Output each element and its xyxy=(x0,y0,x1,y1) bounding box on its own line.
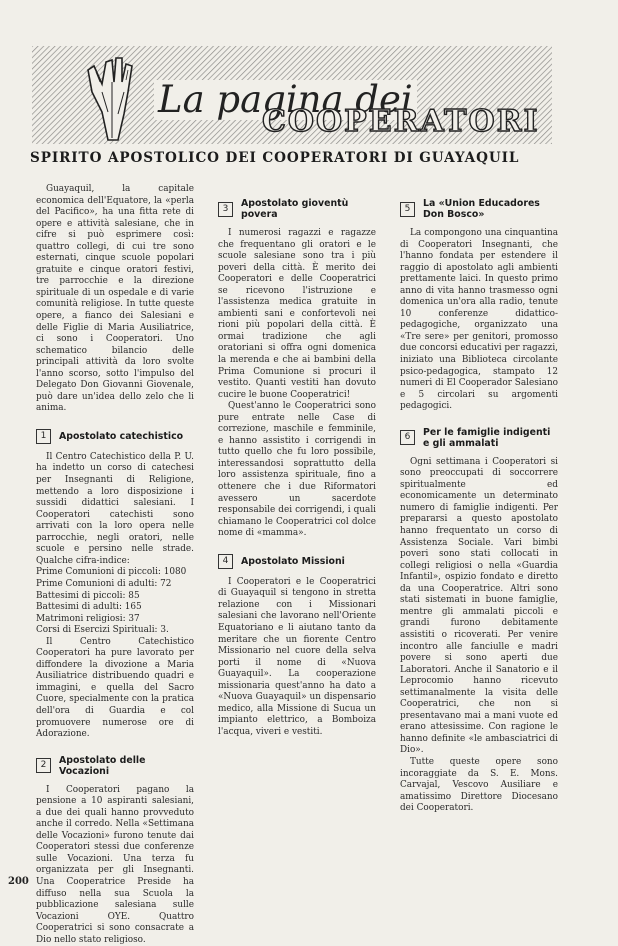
article-headline: SPIRITO APOSTOLICO DEI COOPERATORI DI GUAYAQUIL xyxy=(30,150,520,166)
section-5-heading xyxy=(400,198,558,220)
section-number-box: 5 xyxy=(400,202,415,217)
section-3-heading xyxy=(218,198,376,220)
section-1-paragraph-2: Il Centro Catechistico Cooperatori ha pure lavorato per diffondere la divozione a Maria Ausiliatrice distribuendo quadri e immagini, e quella del Sacro Cuore, specialmente con la pratica dell'ora di Guardia e col promuovere numerose ore di Adorazione. xyxy=(36,636,194,740)
catechesis-figures-list xyxy=(36,567,194,636)
column-1 xyxy=(36,184,194,945)
section-1-heading xyxy=(36,429,194,444)
section-1-paragraph: Il Centro Catechistico della P. U. ha indetto un corso di catechesi per Insegnanti di Religione, mettendo a loro disposizione i sussidi didattici salesiani. I Cooperatori catechisti sono arrivati con la loro opera nelle parrocchie, negli oratori, nelle scuole e persino nelle strade. Qualche cifra-indice: xyxy=(36,451,194,566)
section-2-heading xyxy=(36,755,194,777)
section-6-paragraph: Ogni settimana i Cooperatori si sono preoccupati di soccorrere spiritualmente ed economicamente un determinato numero di famiglie indigenti. Per prepararsi a questo apostolato hanno frequentato un corso di Assistenza Sociale. Vari bimbi poveri sono stati collocati in collegi religiosi o nella «Guardia Infantil», ospizio fondato e diretto da una Cooperatrice. Altri sono stati sistemati in buone famiglie, mentre gli ammalati piccoli e grandi furono debitamente assistiti o ricoverati. Per venire incontro alle fanciulle e madri povere si sono aperti due Laboratori. Anche il Sanatorio e il Leprocomio hanno ricevuto settimanalmente la visita delle Cooperatrici, che non si presentavano mai a mani vuote ed erano attesissime. Con ragione le hanno definite «le ambasciatrici di Dio». xyxy=(400,456,558,756)
section-number-box: 1 xyxy=(36,429,51,444)
section-3-paragraph: I numerosi ragazzi e ragazze che frequentano gli oratori e le scuole salesiane sono tra i più poveri della città. È merito dei Cooperatori e delle Cooperatrici se ricevono l'istruzione e l'assistenza medica gratuite in ambienti sani e confortevoli nei rioni più popolari della città. È ormai tradizione che agli oratoriani si offra ogni domenica la merenda e che ai bambini della Prima Comunione si procuri il vestito. Quanti vestiti han dovuto cucire le buone Cooperatrici! xyxy=(218,228,376,400)
section-number-box: 6 xyxy=(400,430,415,445)
section-title: Apostolato catechistico xyxy=(59,430,184,442)
page-number: 200 xyxy=(8,876,29,887)
list-item: Prime Comunioni di piccoli: 1080 xyxy=(36,567,187,578)
section-title: Apostolato delle Vocazioni xyxy=(59,754,146,777)
column-3 xyxy=(400,184,558,815)
section-title: Per le famiglie indigenti e gli ammalati xyxy=(423,426,551,449)
section-title: Apostolato Missioni xyxy=(241,555,345,567)
masthead-banner xyxy=(32,46,552,144)
section-2-paragraph: I Cooperatori pagano la pensione a 10 aspiranti salesiani, a due dei quali hanno provveduto anche il corredo. Nella «Settimana delle Vocazioni» furono tenute dai Cooperatori stessi due conferenze sulle Vocazioni. Una terza fu organizzata per gli Insegnanti. Una Cooperatrice Preside ha diffuso nella sua Scuola la pubblicazione salesiana sulle Vocazioni OYE. Quattro Cooperatrici si sono consacrate a Dio nello stato religioso. xyxy=(36,784,194,945)
praying-hands-icon xyxy=(78,52,150,142)
list-item: Prime Comunioni di adulti: 72 xyxy=(36,578,172,589)
section-3-paragraph-2: Quest'anno le Cooperatrici sono pure entrate nelle Case di correzione, maschile e femminile, e hanno assistito i corrigendi in tutto quello che fu loro possibile, interessandosi soprattutto della loro assistenza spirituale, fino a ottenere che i due Riformatori avessero un sacerdote responsabile dei corrigendi, i quali chiamano le Cooperatrici col dolce nome di «mamma». xyxy=(218,401,376,539)
masthead-block-title: COOPERATORI xyxy=(262,104,540,139)
section-number-box: 2 xyxy=(36,758,51,773)
section-5-paragraph: La compongono una cinquantina di Cooperatori Insegnanti, che l'hanno fondata per estendere il raggio di apostolato agli ambienti prettamente laici. In questo primo anno di vita hanno trasmesso ogni domenica un'ora alla radio, tenute 10 conferenze didattico-pedagogiche, organizzato una «Tre sere» per genitori, promosso due concorsi educativi per ragazzi, iniziato una Biblioteca circolante psico-pedagogica, stampato 12 numeri di El Cooperador Salesiano e 5 circolari su argomenti pedagogici. xyxy=(400,228,558,412)
list-item: Battesimi di piccoli: 85 xyxy=(36,590,140,601)
list-item: Matrimoni religiosi: 37 xyxy=(36,613,140,624)
column-2 xyxy=(218,184,376,737)
section-number-box: 3 xyxy=(218,202,233,217)
list-item: Battesimi di adulti: 165 xyxy=(36,602,142,613)
list-item: Corsi di Esercizi Spirituali: 3. xyxy=(36,625,169,636)
intro-paragraph: Guayaquil, la capitale economica dell'Equatore, la «perla del Pacifico», ha una fitta rete di opere e attività salesiane, che in cifre si può esprimere così: quattro collegi, di cui tre sono esternati, cinque scuole popolari gratuite e cinque oratori festivi, tre parrocchie e la direzione spirituale di un ospedale e di varie comunità religiose. In tutte queste opere, a fianco dei Salesiani e delle Figlie di Maria Ausiliatrice, ci sono i Cooperatori. Uno schematico bilancio delle principali attività da loro svolte l'anno scorso, sotto l'impulso del Delegato Don Giovanni Giovenale, può dare un'idea dello zelo che li anima. xyxy=(36,184,194,414)
section-6-paragraph-2: Tutte queste opere sono incoraggiate da S. E. Mons. Carvajal, Vescovo Ausiliare e amatissimo Direttore Diocesano dei Cooperatori. xyxy=(400,756,558,814)
section-title: Apostolato gioventù povera xyxy=(241,198,349,220)
section-4-paragraph: I Cooperatori e le Cooperatrici di Guayaquil si tengono in stretta relazione con i Missionari salesiani che lavorano nell'Oriente Equatoriano e li aiutano tanto da meritare che un fiorente Centro Missionario nel cuore della selva porti il nome di «Nuova Guayaquil». La cooperazione missionaria quest'anno ha dato a «Nuova Guayaquil» un dispensario medico, alla Missione di Sucua un impianto elettrico, a Bomboiza l'acqua, viveri e vestiti. xyxy=(218,576,376,737)
section-4-heading xyxy=(218,554,376,569)
section-6-heading xyxy=(400,427,558,449)
section-title: La «Union Educadores Don Bosco» xyxy=(423,198,540,220)
masthead-script-title: La pagina dei xyxy=(154,80,417,120)
section-number-box: 4 xyxy=(218,554,233,569)
